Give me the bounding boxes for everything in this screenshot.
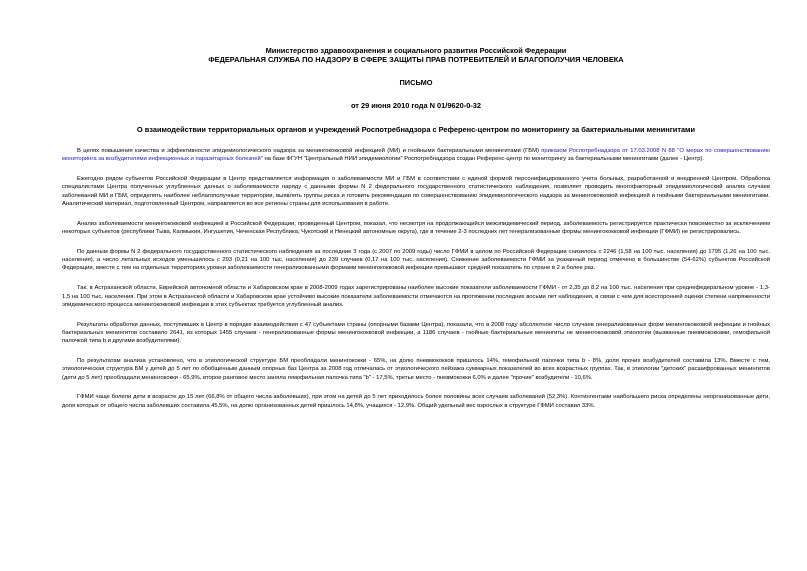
paragraph-1 — [62, 147, 770, 164]
document-date-number: от 29 июня 2010 года N 01/9620-0-32 — [350, 101, 482, 110]
ministry-name: Министерство здравоохранения и социального развития Российской Федерации — [265, 46, 567, 55]
paragraph-3: Анализ заболеваемости менингококковой инфекцией в Российской Федерации, проведенный Центром, показал, что несмотря на продолжающийся межэпидемический период, заболеваемость регистрируется практически повсеместно за исключением некоторых субъектов (республики Тыва, Калмыкия, Ингушетия, Чеченская Республика, Чукотский и Ненецкий автономные округа), где в течение 2-3 последних лет генерализованные формы менингококковой инфекции (ГФМИ) не регистрировались. — [62, 220, 770, 236]
letter-page — [62, 46, 770, 410]
order-title-link[interactable]: "О мерах по совершенствованию мониторинга за возбудителями инфекционных и паразитарных болезней" — [62, 148, 771, 163]
paragraph-6: Результаты обработки данных, поступивших в Центр в порядке взаимодействия с 47 субъектами страны (опорными базами Центра), показали, что в 2008 году абсолютное число случаев генерализованных форм менингококковой инфекции и гнойных бактериальных менингитов составило 2641, из которых 1455 случаев - генерализованные формы менингококковой инфекции, а 1186 случаев - гнойные бактериальные менингиты не менингококковой этиологии (вызванные пневмококками, гемофильной палочкой типа b и другими возбудителями). — [62, 321, 770, 345]
paragraph-8: ГФМИ чаще болели дети в возрасте до 15 лет (66,8% от общего числа заболевших), при этом на детей до 5 лет приходилось более половины всех случаев заболеваний (52,3%). Контингентами наибольшего риска определены неорганизованные дети, доля которых от общего числа заболевших составила 45,5%, на долю организованных детей пришлось 14,8%, учащихся - 12,9%. Общий удельный вес взрослых в структуре ГФМИ составил 33%. — [62, 394, 770, 409]
paragraph-1-text-b: на базе ФГУН "Центральный НИИ эпидемиологии" Роспотребнадзора создан Референс-центр по мониторингу за бактериальными менингитами (далее - Центр). — [262, 156, 705, 163]
document-type: ПИСЬМО — [399, 78, 433, 87]
order-link[interactable]: приказом Роспотребнадзора от 17.03.2008 N 88 — [541, 148, 675, 154]
paragraph-4: По данным формы N 2 федерального государственного статистического наблюдения за последние 3 года (с 2007 по 2009 годы) число ГФМИ в целом по Российской Федерации снизилось с 2246 (1,58 на 100 тыс. населения) до 1795 (1,26 на 100 тыс. населения), а число летальных исходов уменьшилось с 293 (0,21 на 100 тыс. населения) до 239 случаев (0,17 на 100 тыс. населения). Снижение заболеваемости ГФМИ за указанный период отмечено в большинстве (54-62%) субъектов Российской Федерации, вместе с тем на отдельных территориях уровни заболеваемости генерализованными формами менингококковой инфекции превышают средний показатель по стране в 2 и более раз. — [62, 248, 770, 272]
document-subject: О взаимодействии территориальных органов и учреждений Роспотребнадзора с Референс-центром по мониторингу за бактериальными менингитами — [136, 125, 696, 134]
paragraph-7: По результатам анализа установлено, что в этиологической структуре БМ преобладали менингококки - 65%, на долю пневмококков пришлось 14%, гемофильной палочки типа b - 8%, доля прочих возбудителей составила 13%. Вместе с тем, этиологическая структура БМ у детей до 5 лет по обобщенным данным опорных баз Центра за 2008 год отличалась от этиологического пейзажа суммарных показателей во всех возрастных группах. Так, в этиологии "детских" расшифрованных менингитов (дети до 5 лет) преобладали менингококки - 65,9%, второе ранговое место заняла гемофильная палочка типа "b" - 17,5%, третье место - пневмококки 6,0% и далее "прочие" возбудители - 10,6%. — [62, 358, 770, 381]
service-name: ФЕДЕРАЛЬНАЯ СЛУЖБА ПО НАДЗОРУ В СФЕРЕ ЗАЩИТЫ ПРАВ ПОТРЕБИТЕЛЕЙ И БЛАГОПОЛУЧИЯ ЧЕЛОВЕКА — [208, 55, 624, 64]
paragraph-5: Так, в Астраханской области, Еврейской автономной области и Хабаровском крае в 2008-2009 годах зарегистрированы наиболее высокие показатели заболеваемости ГФМИ - от 2,35 до 8,2 на 100 тыс. населения при среднефедеральном уровне - 1,3-1,5 на 100 тыс. населения. При этом в Астраханской области и Хабаровском крае устойчиво высокие показатели заболеваемости отмечаются на протяжении последних восьми лет наблюдения, в связи с чем для всесторонней оценки степени напряженности эпидемического процесса менингококковой инфекции в этих субъектах требуется углубленный анализ. — [62, 285, 770, 308]
paragraph-1-text-a: В целях повышения качества и эффективности эпидемиологического надзора за менингококковой инфекцией (МИ) и гнойными бактериальными менингитами (ГБМ) — [77, 148, 542, 154]
paragraph-2: Ежегодно рядом субъектов Российской Федерации в Центр представляется информация о заболеваемости МИ и ГБМ в соответствии с единой формой персонифицированного учета больных, разработанной и внедренной Центром. Обработка специалистами Центра полученных углубленных данных о заболеваемости наряду с данными формы N 2 федерального государственного статистического наблюдения, позволяет проводить многофакторный эпидемиологический анализ случаев заболеваний МИ и ГБМ, определять наиболее неблагополучные территории, выявлять группы риска и готовить рекомендации по совершенствованию эпидемиологического надзора за менингококковой инфекцией и гнойными бактериальными менингитами. Аналитический материал, подготовленный Центром, направляется во все регионы страны для использования в работе. — [62, 176, 770, 207]
